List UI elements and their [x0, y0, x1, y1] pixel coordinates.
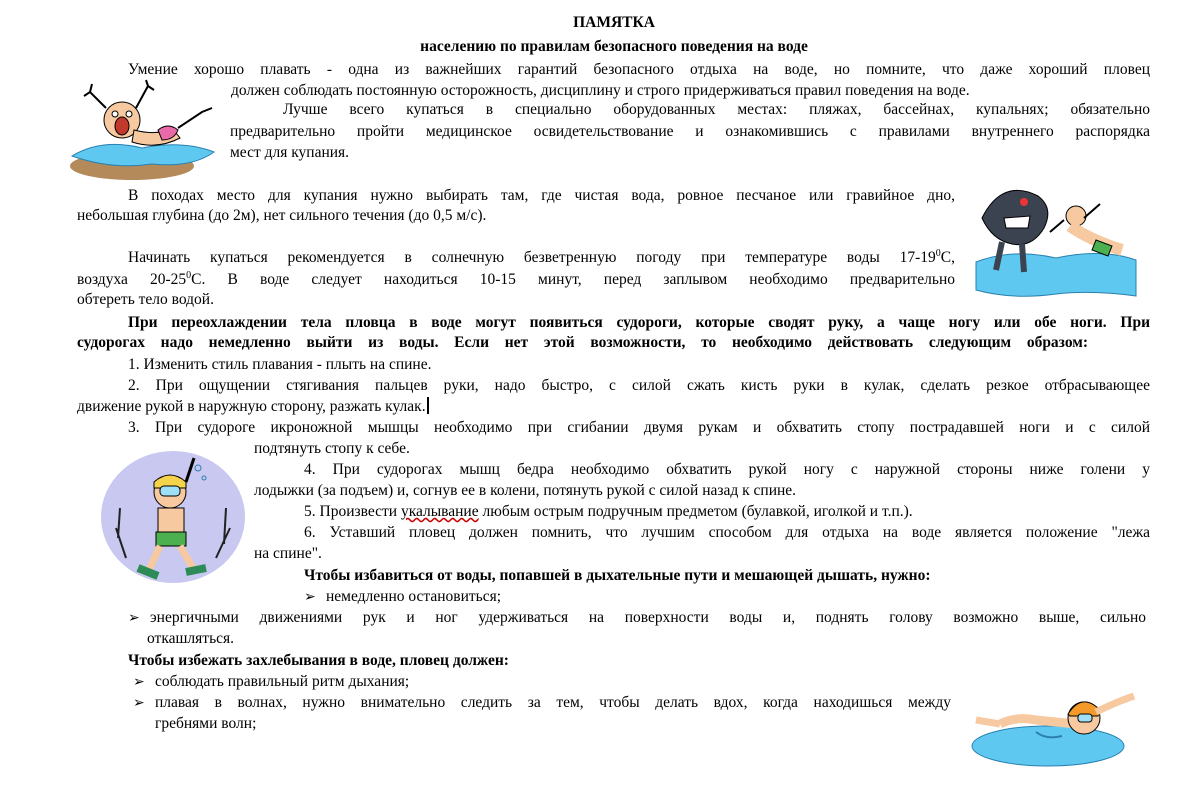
- weather-text-2b: С. В воде следует находиться 10-15 минут, перед заплывом необходимо предварительно: [191, 271, 955, 288]
- cramps-line-2: судорогах надо немедленно выйти из воды. Если нет этой возможности, то необходимо действовать следующим образом:: [77, 334, 1088, 351]
- arrow-bullet-icon: ➢: [133, 675, 145, 690]
- weather-sup-1: 0: [935, 247, 941, 259]
- intro-line-1: Умение хорошо плавать - одна из важнейших гарантий безопасного отдыха на воде, но помните, что даже хороший пловец: [128, 61, 1150, 78]
- cramps-step-5-b: любым острым подручным предметом (булавкой, иголкой и т.п.).: [478, 503, 913, 520]
- breathing-heading: Чтобы избавиться от воды, попавшей в дыхательные пути и мешающей дышать, нужно:: [304, 567, 931, 584]
- cramps-step-6a: 6. Уставший пловец должен помнить, что лучшим способом для отдыха на воде является положение "лежа: [304, 524, 1150, 541]
- cramps-line-1: При переохлаждении тела пловца в воде могут появиться судороги, которые сводят руку, а чаще ногу или обе ноги. При: [128, 314, 1150, 331]
- hiking-line-1: В походах место для купания нужно выбирать там, где чистая вода, ровное песчаное или гравийное дно,: [128, 187, 955, 204]
- swimmer-illustration: [966, 684, 1142, 770]
- cramps-step-1: 1. Изменить стиль плавания - плыть на спине.: [128, 356, 432, 373]
- hiking-line-2: небольшая глубина (до 2м), нет сильного течения (до 0,5 м/с).: [77, 207, 487, 224]
- intro-line-4: предварительно пройти медицинское освидетельствование и ознакомившись с правилами внутреннего распорядка: [230, 123, 1150, 140]
- weather-text-2a: воздуха 20-25: [77, 271, 187, 288]
- arrow-bullet-icon: ➢: [128, 611, 140, 626]
- snorkel-kid-illustration: [98, 448, 248, 586]
- breathing-item-1: [304, 587, 501, 608]
- choking-item-2-text: плавая в волнах, нужно внимательно следить за тем, чтобы делать вдох, когда находишься между: [155, 694, 951, 711]
- weather-line-1: [128, 248, 955, 268]
- page-subtitle: населению по правилам безопасного поведения на воде: [420, 38, 808, 55]
- cramps-step-3a: 3. При судороге икроножной мышцы необходимо при сгибании двумя рукам и обхватить стопу пострадавшей ноги и с силой: [128, 419, 1150, 436]
- choking-item-2: [133, 693, 951, 714]
- cramps-step-3b: подтянуть стопу к себе.: [254, 440, 410, 457]
- text-cursor: [427, 397, 429, 414]
- page-title: ПАМЯТКА: [573, 14, 655, 31]
- cramps-step-5: [304, 502, 913, 522]
- breathing-item-2-cont: откашляться.: [147, 630, 235, 647]
- weather-text-1b: С,: [940, 249, 955, 266]
- cramps-step-5-a: 5. Произвести: [304, 503, 401, 520]
- cramps-step-5-underlined: укалывание: [400, 503, 479, 520]
- choking-heading: Чтобы избежать захлебывания в воде, пловец должен:: [128, 652, 509, 669]
- weather-text-1a: Начинать купаться рекомендуется в солнечную безветренную погоду при температуре воды 17-19: [128, 249, 936, 266]
- shark-swimmer-illustration: [972, 178, 1140, 300]
- choking-item-1: [133, 672, 409, 693]
- arrow-bullet-icon: ➢: [304, 590, 316, 605]
- cramps-step-2b: [77, 397, 429, 417]
- weather-line-2: [77, 270, 955, 290]
- cramps-step-4b: лодыжки (за подъем) и, согнув ее в колени, потянуть рукой с силой назад к спине.: [254, 482, 797, 499]
- breathing-item-2-text: энергичными движениями рук и ног удерживаться на поверхности воды и, поднять голову возможно выше, сильно: [150, 609, 1146, 626]
- cramps-step-2a: 2. При ощущении стягивания пальцев руки, надо быстро, с силой сжать кисть руки в кулак, сделать резкое отбрасывающее: [128, 377, 1150, 394]
- cramps-step-6b: на спине".: [254, 545, 322, 562]
- drowning-man-illustration: [62, 78, 222, 182]
- intro-line-3: Лучше всего купаться в специально оборудованных местах: пляжах, бассейнах, купальнях; обязательно: [283, 101, 1150, 118]
- arrow-bullet-icon: ➢: [133, 696, 145, 711]
- breathing-item-1-text: немедленно остановиться;: [326, 588, 502, 605]
- intro-line-2: должен соблюдать постоянную осторожность, дисциплину и строго придерживаться правил поведения на воде.: [231, 82, 970, 99]
- choking-item-1-text: соблюдать правильный ритм дыхания;: [155, 673, 410, 690]
- choking-item-2-cont: гребнями волн;: [155, 715, 257, 732]
- breathing-item-2: [128, 608, 1150, 629]
- weather-sup-2: 0: [186, 269, 192, 281]
- cramps-step-4a: 4. При судорогах мышц бедра необходимо обхватить рукой ногу с наружной стороны ниже голени у: [304, 461, 1150, 478]
- cramps-step-2b-text: движение рукой в наружную сторону, разжать кулак.: [77, 398, 426, 415]
- weather-line-3: обтереть тело водой.: [77, 291, 214, 308]
- intro-line-5: мест для купания.: [230, 144, 350, 161]
